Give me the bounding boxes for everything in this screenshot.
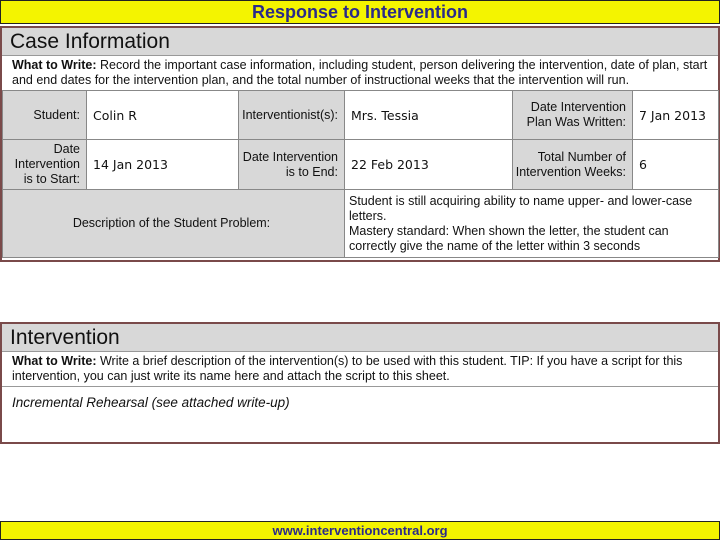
case-instructions xyxy=(2,56,718,90)
student-value[interactable]: Colin R xyxy=(87,91,239,140)
intervention-answer[interactable]: Incremental Rehearsal (see attached write-up) xyxy=(2,386,718,418)
interventionist-label: Interventionist(s): xyxy=(239,91,345,140)
weeks-label: Total Number of Intervention Weeks: xyxy=(513,140,633,190)
problem-label: Description of the Student Problem: xyxy=(3,190,345,258)
weeks-value[interactable]: 6 xyxy=(633,140,719,190)
intervention-panel xyxy=(0,322,720,444)
case-what-to-write-text: Record the important case information, including student, person delivering the intervention, date of plan, start and end dates for the intervention plan, and the total number of instructional weeks that the intervention will run. xyxy=(12,58,708,87)
footer-banner xyxy=(0,521,720,540)
table-row xyxy=(3,190,719,258)
page-title: Response to Intervention xyxy=(251,2,469,22)
intervention-instructions xyxy=(2,352,718,386)
footer-url[interactable]: www.interventioncentral.org xyxy=(272,523,448,538)
table-row xyxy=(3,91,719,140)
end-date-value[interactable]: 22 Feb 2013 xyxy=(345,140,513,190)
problem-line-2: Mastery standard: When shown the letter, the student can correctly give the name of the letter within 3 seconds xyxy=(349,223,669,253)
case-information-panel xyxy=(0,26,720,262)
end-date-label: Date Intervention is to End: xyxy=(239,140,345,190)
student-label: Student: xyxy=(3,91,87,140)
date-written-label: Date Intervention Plan Was Written: xyxy=(513,91,633,140)
interventionist-value[interactable]: Mrs. Tessia xyxy=(345,91,513,140)
date-written-value[interactable]: 7 Jan 2013 xyxy=(633,91,719,140)
problem-description[interactable] xyxy=(345,190,719,258)
start-date-value[interactable]: 14 Jan 2013 xyxy=(87,140,239,190)
start-date-label: Date Intervention is to Start: xyxy=(3,140,87,190)
intervention-what-to-write-label: What to Write: xyxy=(12,354,97,368)
intervention-title: Intervention xyxy=(2,324,718,352)
intervention-what-to-write-text: Write a brief description of the intervention(s) to be used with this student. TIP: If you have a script for this intervention, you can just write its name here and attach the script to this sheet. xyxy=(12,354,683,383)
case-information-title: Case Information xyxy=(2,28,718,56)
problem-line-1: Student is still acquiring ability to name upper- and lower-case letters. xyxy=(349,193,693,223)
table-row xyxy=(3,140,719,190)
case-what-to-write-label: What to Write: xyxy=(12,58,97,72)
case-info-table xyxy=(2,90,719,258)
page-title-banner xyxy=(0,0,720,24)
